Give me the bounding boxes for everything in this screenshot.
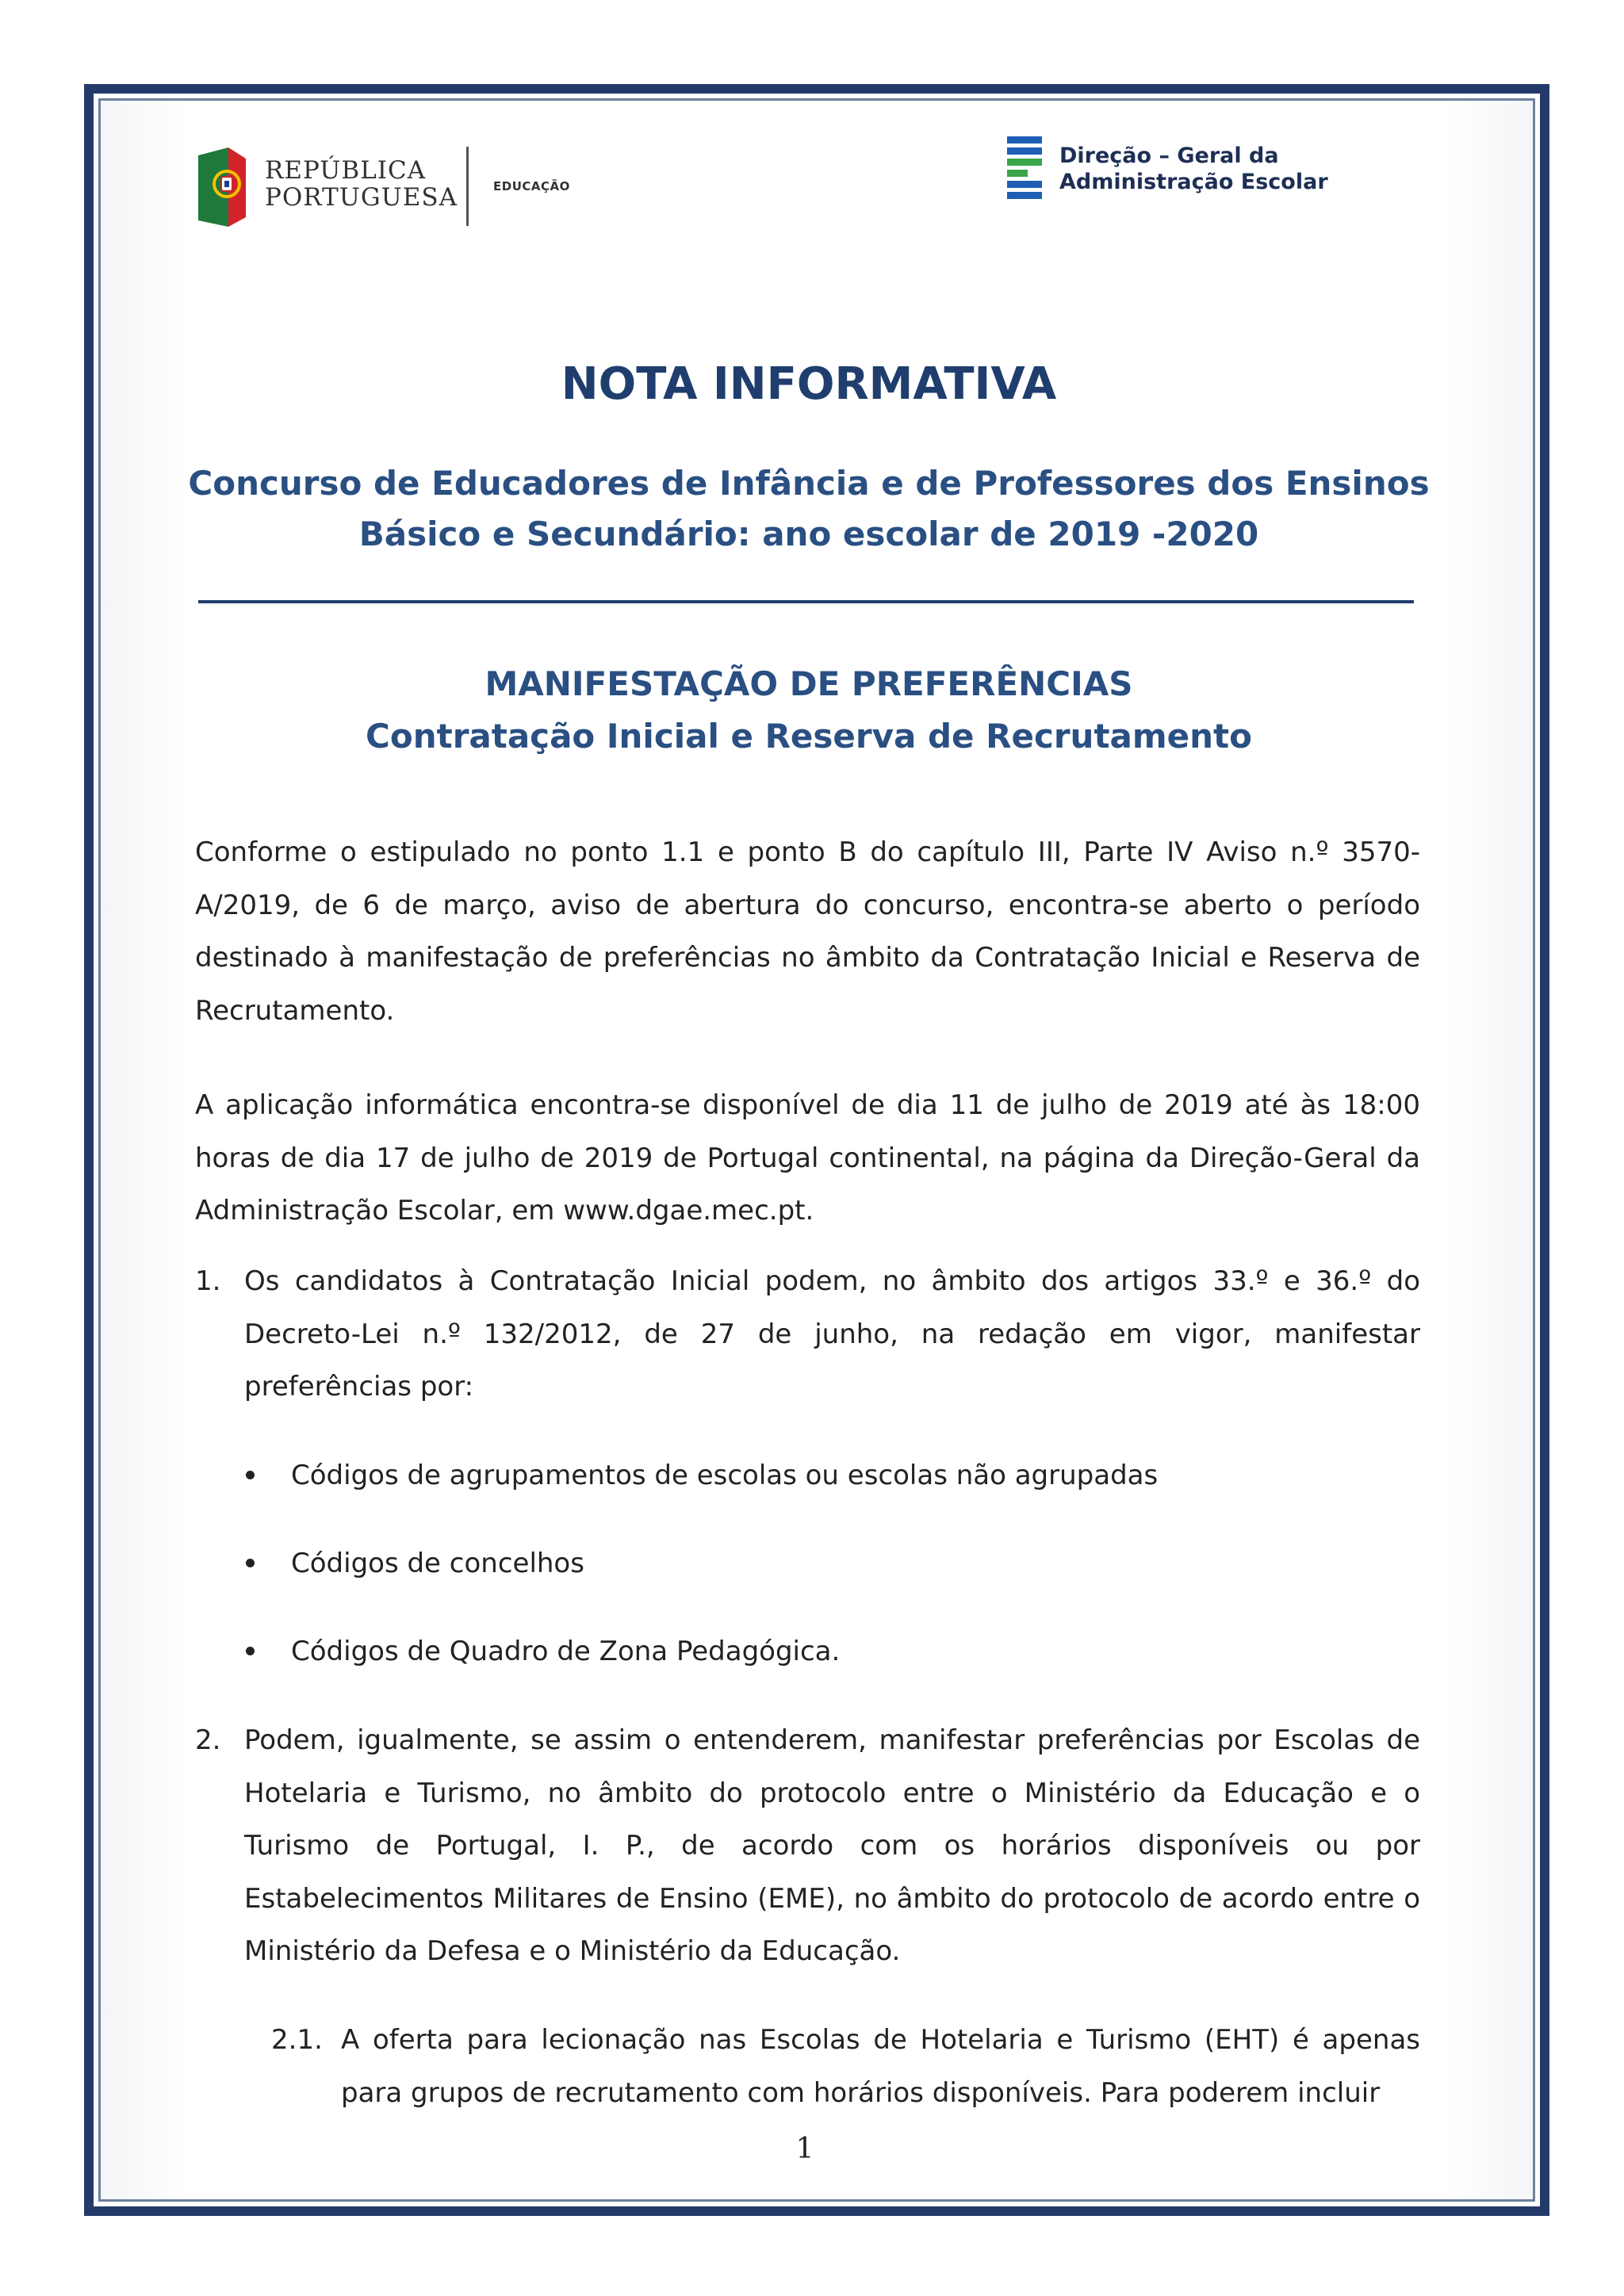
section-title-line-1: MANIFESTAÇÃO DE PREFERÊNCIAS [485, 664, 1133, 703]
paragraph-intro: Conforme o estipulado no ponto 1.1 e ponto B do capítulo III, Parte IV Aviso n.º 3570-A/2019, de 6 de março, aviso de abertura do concurso, encontra-se aberto o período destinado à manifestação de preferências no âmbito da Contratação Inicial e Reserva de Recrutamento. [195, 836, 1420, 1027]
bullet-dot-icon [246, 1471, 255, 1479]
subtitle-line-2: Básico e Secundário: ano escolar de 2019 -2020 [358, 515, 1259, 553]
dgae-mark-icon [1007, 136, 1045, 200]
section-title [159, 658, 1459, 763]
horizontal-rule [198, 600, 1414, 603]
portuguese-emblem-icon [198, 147, 246, 227]
dgae-logo [1007, 136, 1340, 200]
bullet-item [246, 1537, 1419, 1590]
republica-portuguesa-wordmark: REPÚBLICA PORTUGUESA [265, 156, 458, 212]
subtitle-line-1: Concurso de Educadores de Infância e de Professores dos Ensinos [188, 464, 1430, 503]
bullet-dot-icon [246, 1559, 255, 1567]
bullet-dot-icon [246, 1647, 255, 1655]
item-number: 1. [195, 1265, 221, 1297]
item-text: Podem, igualmente, se assim o entenderem, manifestar preferências por Escolas de Hotelaria e Turismo, no âmbito do protocolo entre o Ministério da Educação e o Turismo de Portugal, I. P., de acordo com os horários disponíveis ou por Estabelecimentos Militares de Ensino (EME), no âmbito do protocolo de acordo entre o Ministério da Defesa e o Ministério da Educação. [244, 1724, 1420, 1967]
bullet-item [246, 1625, 1419, 1678]
document-title: NOTA INFORMATIVA [561, 358, 1057, 410]
document-subtitle [159, 458, 1459, 560]
item-text: Os candidatos à Contratação Inicial podem, no âmbito dos artigos 33.º e 36.º do Decreto-Lei n.º 132/2012, de 27 de junho, na redação em vigor, manifestar preferências por: [244, 1265, 1420, 1402]
section-title-line-2: Contratação Inicial e Reserva de Recrutamento [366, 717, 1252, 756]
logo-divider [466, 147, 469, 226]
item-number: 2. [195, 1724, 221, 1756]
item-number: 2.1. [271, 2024, 323, 2056]
dgae-wordmark: Direção – Geral da Administração Escolar [1059, 144, 1328, 194]
bullet-text: Códigos de Quadro de Zona Pedagógica. [291, 1636, 841, 1667]
educacao-label: EDUCAÇÃO [493, 179, 570, 193]
page-number: 1 [795, 2133, 814, 2165]
republica-portuguesa-logo [198, 143, 642, 238]
bullet-text: Códigos de agrupamentos de escolas ou escolas não agrupadas [291, 1460, 1159, 1491]
bullet-text: Códigos de concelhos [291, 1548, 584, 1579]
bullet-item [246, 1449, 1419, 1502]
paragraph-availability: A aplicação informática encontra-se disponível de dia 11 de julho de 2019 até às 18:00 horas de dia 17 de julho de 2019 de Portugal continental, na página da Direção-Geral da Administração Escolar, em www.dgae.mec.pt. [195, 1089, 1420, 1226]
item-text: A oferta para lecionação nas Escolas de Hotelaria e Turismo (EHT) é apenas para grupos de recrutamento com horários disponíveis. Para poderem incluir [341, 2024, 1420, 2109]
